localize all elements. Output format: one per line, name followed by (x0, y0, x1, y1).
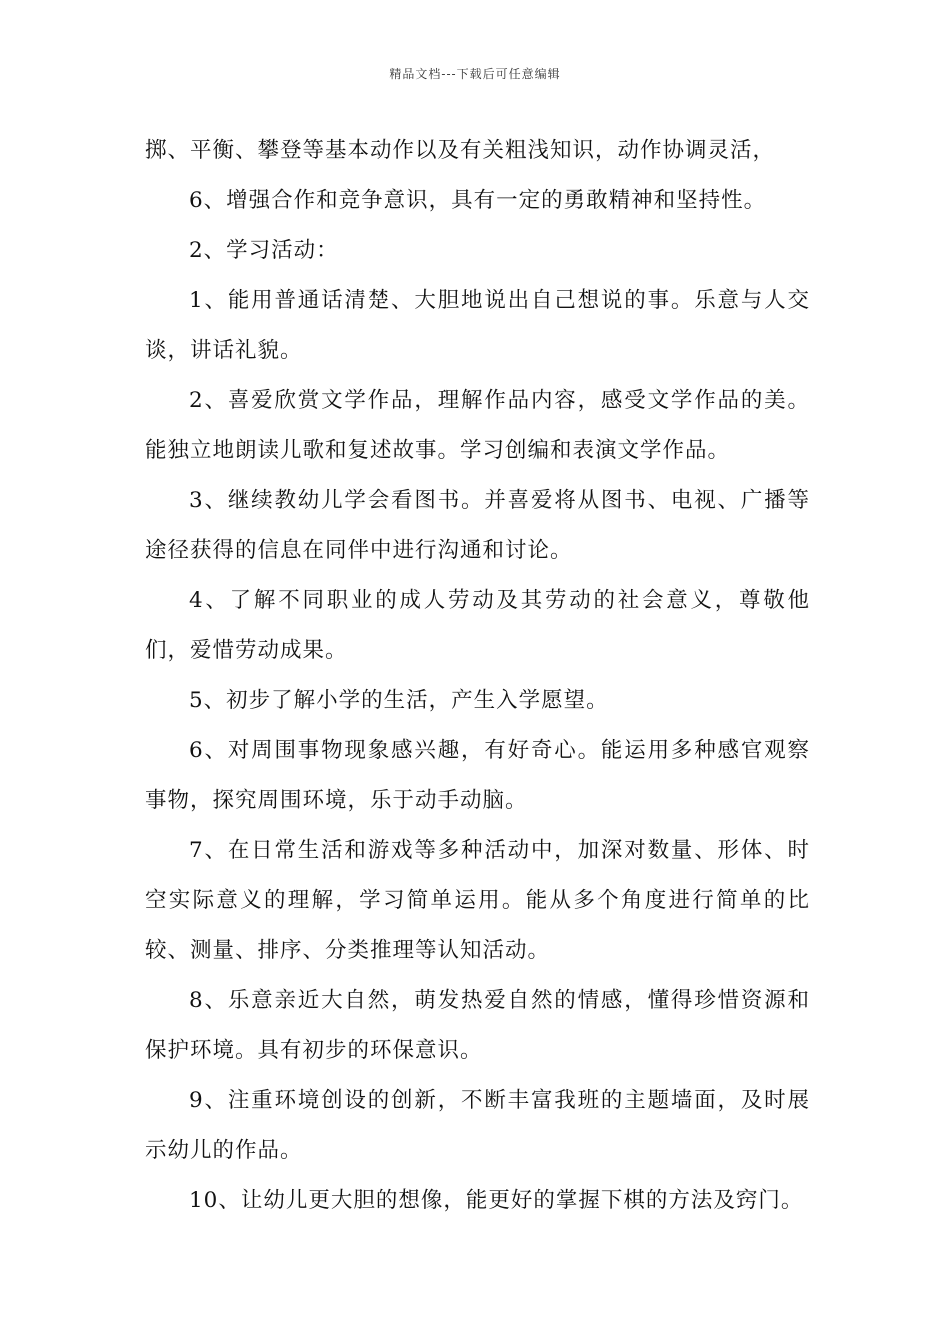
section-heading: 2、学习活动： (189, 238, 339, 263)
paragraph-item: 7、在日常生活和游戏等多种活动中，加深对数量、形体、时空实际意义的理解，学习简单运用。能从多个角度进行简单的比较、测量、排序、分类推理等认知活动。 (145, 838, 810, 963)
paragraph-item: 4、了解不同职业的成人劳动及其劳动的社会意义，尊敬他们，爱惜劳动成果。 (145, 588, 810, 663)
paragraph-item: 2、喜爱欣赏文学作品，理解作品内容，感受文学作品的美。能独立地朗读儿歌和复述故事。学习创编和表演文学作品。 (145, 388, 810, 463)
paragraph-item: 1、能用普通话清楚、大胆地说出自己想说的事。乐意与人交谈，讲话礼貌。 (145, 288, 810, 363)
paragraph-item: 10、让幼儿更大胆的想像，能更好的掌握下棋的方法及窍门。 (189, 1188, 804, 1213)
paragraph-item: 3、继续教幼儿学会看图书。并喜爱将从图书、电视、广播等途径获得的信息在同伴中进行沟通和讨论。 (145, 488, 810, 563)
paragraph-continuation: 掷、平衡、攀登等基本动作以及有关粗浅知识，动作协调灵活， (145, 138, 776, 163)
page-header: 精品文档---下载后可任意编辑 (389, 67, 561, 81)
document-body (145, 126, 810, 1226)
paragraph-item: 6、增强合作和竞争意识，具有一定的勇敢精神和坚持性。 (189, 188, 767, 213)
paragraph-item: 9、注重环境创设的创新，不断丰富我班的主题墙面，及时展示幼儿的作品。 (145, 1088, 810, 1163)
paragraph-item: 6、对周围事物现象感兴趣，有好奇心。能运用多种感官观察事物，探究周围环境，乐于动手动脑。 (145, 738, 810, 813)
paragraph-item: 8、乐意亲近大自然，萌发热爱自然的情感，懂得珍惜资源和保护环境。具有初步的环保意识。 (145, 988, 810, 1063)
paragraph-item: 5、初步了解小学的生活，产生入学愿望。 (189, 688, 609, 713)
